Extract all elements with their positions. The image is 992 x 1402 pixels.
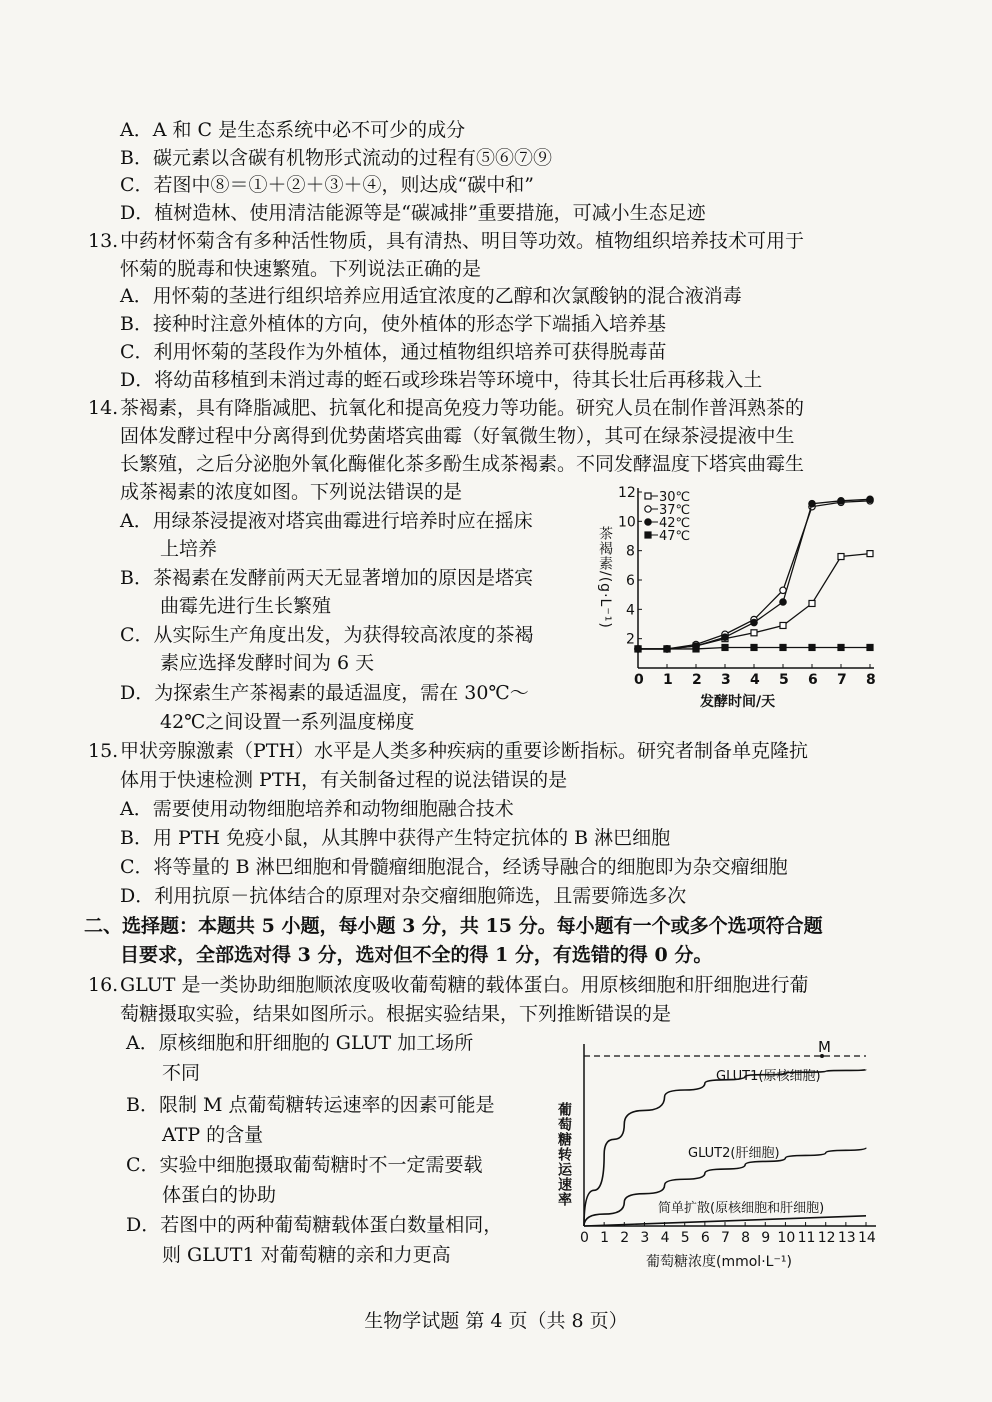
q13-number: 13. [88,230,119,252]
q16-option-d-cont: 则 GLUT1 对葡萄糖的亲和力更高 [162,1244,451,1266]
y-tick-label: 4 [626,602,635,619]
x-tick-label: 14 [858,1230,876,1246]
y-tick-label: 8 [626,543,635,560]
q16-option-d: D．若图中的两种葡萄糖载体蛋白数量相同， [126,1214,503,1236]
q14-option-d: D．为探索生产茶褐素的最适温度，需在 30℃～ [120,682,529,704]
q14-option-a-cont: 上培养 [160,538,218,560]
q14-option-d-cont: 42℃之间设置一系列温度梯度 [160,711,415,733]
series-label-glut1: GLUT1(原核细胞) [716,1069,821,1084]
x-tick-label: 2 [620,1230,630,1246]
q14-option-b: B．茶褐素在发酵前两天无显著增加的原因是塔宾 [120,567,533,589]
point-m-label: M [818,1038,831,1056]
x-tick-label: 11 [797,1230,816,1246]
x-tick-label: 13 [837,1230,856,1246]
q15-stem: 甲状旁腺激素（PTH）水平是人类多种疾病的重要诊断指标。研究者制备单克隆抗 [120,740,809,762]
q15-stem-2: 体用于快速检测 PTH，有关制备过程的说法错误的是 [120,769,568,791]
x-tick-label: 12 [817,1230,836,1246]
series-label-diffusion: 简单扩散(原核细胞和肝细胞) [658,1201,825,1216]
q16-option-c-cont: 体蛋白的协助 [162,1184,277,1206]
data-point [780,599,786,605]
data-point [751,630,757,636]
y-tick-label: 6 [626,573,635,589]
data-point [780,622,786,628]
data-point [809,644,815,650]
q16-stem-2: 萄糖摄取实验，结果如图所示。根据实验结果，下列推断错误的是 [120,1003,672,1025]
legend-marker [645,519,651,525]
q14-stem-4: 成茶褐素的浓度如图。下列说法错误的是 [120,481,463,503]
q14-option-b-cont: 曲霉先进行生长繁殖 [160,595,332,617]
x-tick-label: 4 [660,1230,670,1246]
data-point [780,644,786,650]
q16-option-a-cont: 不同 [162,1062,201,1084]
q14-option-c-cont: 素应选择发酵时间为 6 天 [160,652,375,674]
x-tick-label: 5 [680,1230,690,1246]
data-point [838,498,844,504]
tea-pigment-chart [590,478,890,718]
x-tick-label: 5 [779,672,789,688]
x-tick-label: 0 [634,672,644,688]
q14-stem: 茶褐素，具有降脂减肥、抗氧化和提高免疫力等功能。研究人员在制作普洱熟茶的 [120,397,805,419]
data-point [838,644,844,650]
q15-option-b: B．用 PTH 免疫小鼠，从其脾中获得产生特定抗体的 B 淋巴细胞 [120,827,671,849]
x-tick-label: 4 [750,672,760,688]
q16-option-c: C．实验中细胞摄取葡萄糖时不一定需要载 [126,1154,483,1176]
x-tick-label: 1 [663,672,673,688]
section-2-heading: 二、选择题：本题共 5 小题，每小题 3 分，共 15 分。每小题有一个或多个选项符合题 [84,915,823,937]
legend-marker [645,506,651,512]
legend-entry: 47℃ [659,529,691,544]
legend-marker [645,532,651,538]
data-point [751,644,757,650]
x-tick-label: 8 [741,1230,751,1246]
q14-option-a: A．用绿茶浸提液对塔宾曲霉进行培养时应在摇床 [120,510,533,532]
q15-option-a: A．需要使用动物细胞培养和动物细胞融合技术 [120,798,514,820]
q14-stem-2: 固体发酵过程中分离得到优势菌塔宾曲霉（好氧微生物），其可在绿茶浸提液中生 [120,425,795,447]
x-tick-label: 1 [600,1230,610,1246]
data-point [751,619,757,625]
legend-entry: 37℃ [659,503,691,518]
x-tick-label: 2 [692,672,702,688]
data-point [809,501,815,507]
q13-option-a: A．用怀菊的茎进行组织培养应用适宜浓度的乙醇和次氯酸钠的混合液消毒 [120,285,742,307]
q13-option-b: B．接种时注意外植体的方向，使外植体的形态学下端插入培养基 [120,313,666,335]
data-point [635,646,641,652]
data-point [867,644,873,650]
x-tick-label: 7 [721,1230,730,1246]
data-point [693,646,699,652]
q15-option-c: C．将等量的 B 淋巴细胞和骨髓瘤细胞混合，经诱导融合的细胞即为杂交瘤细胞 [120,856,788,878]
q12-option-d: D．植树造林、使用清洁能源等是“碳减排”重要措施，可减小生态足迹 [120,202,706,224]
x-tick-label: 7 [837,672,847,688]
x-tick-label: 6 [808,672,818,688]
q12-option-b: B．碳元素以含碳有机物形式流动的过程有⑤⑥⑦⑨ [120,147,552,169]
y-axis-label: 茶褐素/(g·L⁻¹) [597,526,613,629]
y-axis-label: 葡萄糖转运速率 [556,1102,572,1207]
q15-number: 15. [88,740,119,762]
q15-option-d: D．利用抗原－抗体结合的原理对杂交瘤细胞筛选，且需要筛选多次 [120,885,687,907]
data-point [867,496,873,502]
data-point [809,600,815,606]
y-tick-label: 2 [626,631,635,648]
q13-stem-2: 怀菊的脱毒和快速繁殖。下列说法正确的是 [120,258,482,280]
q16-option-b-cont: ATP 的含量 [162,1124,264,1146]
x-tick-label: 0 [580,1230,589,1246]
q13-stem: 中药材怀菊含有多种活性物质，具有清热、明目等功效。植物组织培养技术可用于 [120,230,805,252]
series-label-glut2: GLUT2(肝细胞) [688,1146,780,1161]
q16-option-a: A．原核细胞和肝细胞的 GLUT 加工场所 [126,1032,474,1054]
x-tick-label: 9 [761,1230,771,1246]
page-footer: 生物学试题 第 4 页（共 8 页） [364,1310,628,1332]
data-point [867,551,873,557]
x-tick-label: 3 [721,672,731,688]
q12-option-c: C．若图中⑧＝①＋②＋③＋④，则达成“碳中和” [120,174,534,196]
q12-option-a: A．A 和 C 是生态系统中必不可少的成分 [120,119,466,141]
q16-number: 16. [88,974,119,996]
x-tick-label: 10 [777,1230,796,1246]
q16-option-b: B．限制 M 点葡萄糖转运速率的因素可能是 [126,1094,495,1116]
q13-option-d: D．将幼苗移植到未消过毒的蛭石或珍珠岩等环境中，待其长壮后再移栽入土 [120,369,763,391]
x-tick-label: 3 [640,1230,650,1246]
section-2-heading-2: 目要求，全部选对得 3 分，选对但不全的得 1 分，有选错的得 0 分。 [120,944,713,966]
q14-option-c: C．从实际生产角度出发，为获得较高浓度的茶褐 [120,624,534,646]
q14-stem-3: 长繁殖，之后分泌胞外氧化酶催化茶多酚生成茶褐素。不同发酵温度下塔宾曲霉生 [120,453,805,475]
y-tick-label: 12 [618,485,636,501]
x-tick-label: 8 [866,672,876,688]
data-point [838,554,844,560]
glucose-transport-chart [548,1030,898,1280]
q16-stem: GLUT 是一类协助细胞顺浓度吸收葡萄糖的载体蛋白。用原核细胞和肝细胞进行葡 [120,974,809,996]
x-axis-label: 葡萄糖浓度(mmol·L⁻¹) [646,1254,792,1270]
data-point [722,634,728,640]
x-tick-label: 6 [700,1230,710,1246]
legend-marker [645,493,651,499]
q13-option-c: C．利用怀菊的茎段作为外植体，通过植物组织培养可获得脱毒苗 [120,341,667,363]
y-tick-label: 10 [618,514,636,531]
data-point [722,644,728,650]
legend-entry: 42℃ [659,516,691,531]
legend-entry: 30℃ [659,490,691,505]
data-point [664,646,670,652]
q14-number: 14. [88,397,119,419]
x-axis-label: 发酵时间/天 [700,694,776,710]
